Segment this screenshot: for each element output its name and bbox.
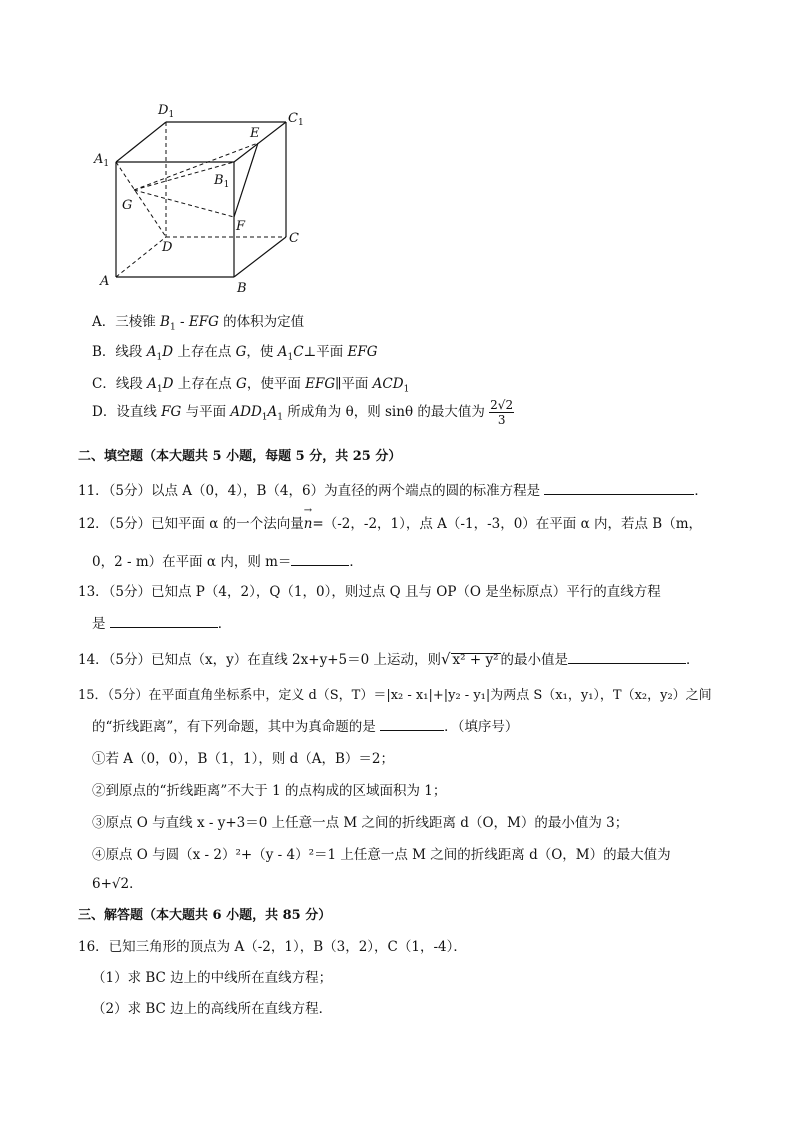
question-15-line2: 的“折线距离”，有下列命题，其中为真命题的是 ．（填序号） [92, 715, 518, 735]
question-14: 14．（5分）已知点（x，y）在直线 2x+y+5＝0 上运动，则√ x² + y² 的最小值是 ． [78, 650, 700, 668]
option-a: A．三棱锥 $B_1$ - EFG 的体积为定值 [92, 314, 305, 333]
option-b: B．线段 $A_1D$ 上存在点 G，使 $A_1C\perp$平面 EFG [92, 344, 378, 363]
option-d: D．设直线 FG 与平面 $ADD_1A_1$ 所成角为 θ，则 sinθ 的最大值为 $\frac{2√2}{3}$ [92, 398, 514, 427]
label-E: E [250, 126, 260, 141]
label-B1: $B_1$ [214, 173, 230, 190]
option-c: C．线段 $A_1D$ 上存在点 G，使平面 EFG∥平面 $ACD_1$ [92, 376, 410, 395]
question-16-part-2: （2）求 BC 边上的高线所在直线方程． [92, 1001, 333, 1017]
question-13-line1: 13．（5分）已知点 P（4，2），Q（1，0），则过点 Q 且与 OP（O 是坐标原点）平行的直线方程 [78, 584, 661, 600]
question-15-item-1: ①若 A（0，0），B（1，1），则 d（A，B）＝2； [92, 751, 395, 767]
question-16-part-1: （1）求 BC 边上的中线所在直线方程； [92, 970, 333, 986]
label-D: D [162, 240, 173, 255]
label-A1: $A_1$ [94, 152, 110, 169]
cube-figure [80, 95, 320, 300]
label-B: B [237, 281, 247, 296]
label-F: F [236, 219, 246, 234]
question-11: 11．（5分）以点 A（0，4），B（4，6）为直径的两个端点的圆的标准方程是 ． [78, 479, 708, 499]
question-15-item-4: ④原点 O 与圆（x - 2）²+（y - 4）²＝1 上任意一点 M 之间的折线距离 d（O，M）的最大值为 [92, 847, 671, 863]
question-15-item-2: ②到原点的“折线距离”不大于 1 的点构成的区域面积为 1； [92, 783, 447, 799]
question-15-item-4-cont: 6+√2． [92, 876, 143, 892]
section-3-heading: 三、解答题（本大题共 6 小题，共 85 分） [78, 908, 332, 923]
question-16: 16．已知三角形的顶点为 A（-2，1），B（3，2），C（1，-4）． [78, 939, 467, 955]
vector-n: → n [304, 516, 313, 532]
label-C1: $C_1$ [288, 111, 304, 128]
fraction: $\frac{2√2}{3}$ [490, 398, 514, 427]
question-15-item-3: ③原点 O 与直线 x - y+3＝0 上任意一点 M 之间的折线距离 d（O，M）的最小值为 3； [92, 815, 629, 831]
label-A: A [100, 274, 110, 289]
question-15-line1: 15．（5分）在平面直角坐标系中，定义 d（S，T）＝|x₂ - x₁|+|y₂ - y₁|为两点 S（x₁，y₁），T（x₂，y₂）之间 [78, 688, 712, 703]
question-13-line2: 是 ． [92, 612, 231, 632]
section-2-heading: 二、填空题（本大题共 5 小题，每题 5 分，共 25 分） [78, 449, 402, 464]
label-C: C [289, 231, 299, 246]
question-12-line1: 12．（5分）已知平面 α 的一个法向量→ n=（-2，-2，1），点 A（-1，-3，0）在平面 α 内，若点 B（m， [78, 512, 702, 532]
label-D1: $D_1$ [158, 103, 175, 120]
question-12-line2: 0，2 - m）在平面 α 内，则 m＝ ． [92, 550, 363, 570]
label-G: G [122, 198, 133, 213]
